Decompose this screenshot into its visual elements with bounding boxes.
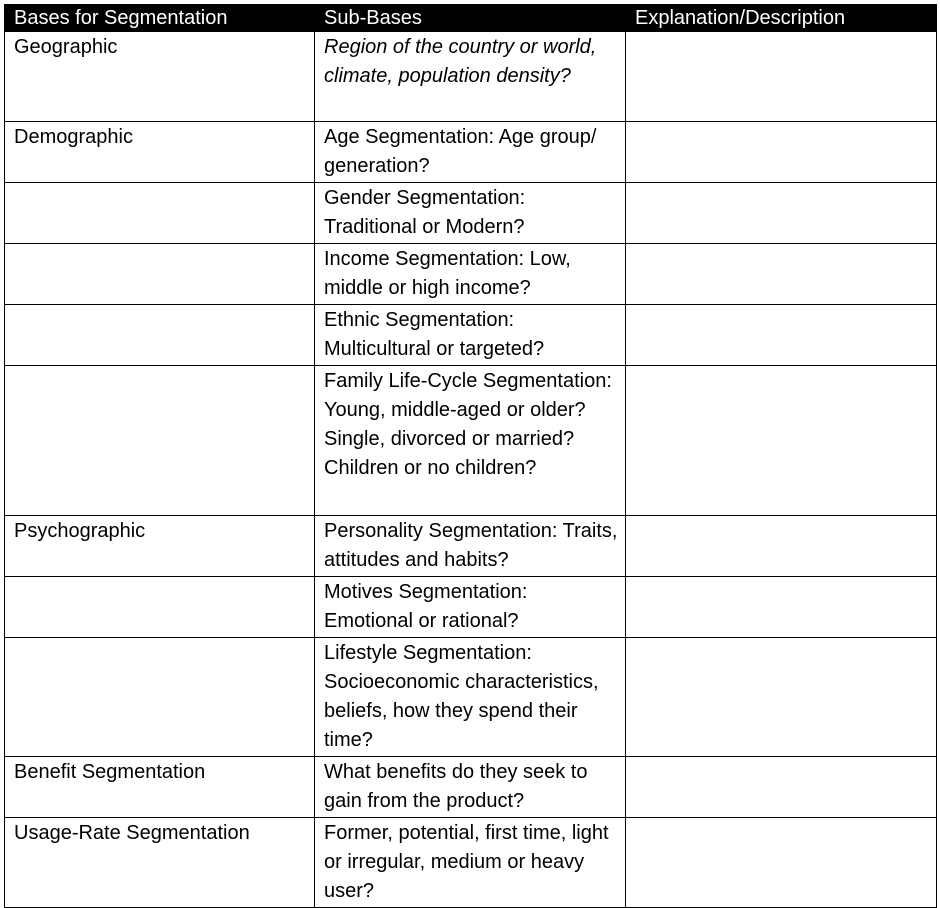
- table-header: [5, 5, 937, 32]
- explanation-cell: [626, 577, 937, 638]
- table-row: [5, 32, 937, 122]
- table-row: [5, 516, 937, 577]
- sub-base-cell: Age Segmentation: Age group/ generation?: [315, 122, 626, 183]
- table-row: [5, 818, 937, 908]
- explanation-cell: [626, 516, 937, 577]
- sub-base-cell: Motives Segmentation: Emotional or rational?: [315, 577, 626, 638]
- explanation-cell: [626, 818, 937, 908]
- table-row: [5, 638, 937, 757]
- header-sub-bases: Sub-Bases: [315, 5, 626, 32]
- explanation-cell: [626, 638, 937, 757]
- explanation-cell: [626, 183, 937, 244]
- sub-base-cell: Region of the country or world, climate, population density?: [315, 32, 626, 122]
- explanation-cell: [626, 244, 937, 305]
- base-cell: [5, 366, 315, 516]
- table-row: [5, 122, 937, 183]
- sub-base-cell: Personality Segmentation: Traits, attitudes and habits?: [315, 516, 626, 577]
- base-cell: [5, 638, 315, 757]
- sub-base-cell: Ethnic Segmentation: Multicultural or targeted?: [315, 305, 626, 366]
- base-cell: Geographic: [5, 32, 315, 122]
- base-cell: [5, 305, 315, 366]
- sub-base-cell: Income Segmentation: Low, middle or high income?: [315, 244, 626, 305]
- base-cell: Usage-Rate Segmentation: [5, 818, 315, 908]
- base-cell: [5, 577, 315, 638]
- table-row: [5, 757, 937, 818]
- explanation-cell: [626, 32, 937, 122]
- sub-base-cell: Lifestyle Segmentation: Socioeconomic characteristics, beliefs, how they spend their time?: [315, 638, 626, 757]
- header-row: [5, 5, 937, 32]
- sub-base-cell: What benefits do they seek to gain from the product?: [315, 757, 626, 818]
- base-cell: [5, 244, 315, 305]
- explanation-cell: [626, 305, 937, 366]
- base-cell: Benefit Segmentation: [5, 757, 315, 818]
- explanation-cell: [626, 757, 937, 818]
- sub-base-cell: Gender Segmentation: Traditional or Modern?: [315, 183, 626, 244]
- table-row: [5, 183, 937, 244]
- base-cell: [5, 183, 315, 244]
- base-cell: Psychographic: [5, 516, 315, 577]
- base-cell: Demographic: [5, 122, 315, 183]
- explanation-cell: [626, 122, 937, 183]
- table-row: [5, 305, 937, 366]
- sub-base-cell: Family Life-Cycle Segmentation: Young, middle-aged or older? Single, divorced or married? Children or no children?: [315, 366, 626, 516]
- table-row: [5, 577, 937, 638]
- segmentation-table: [4, 4, 937, 908]
- table-body: [5, 32, 937, 908]
- table-row: [5, 244, 937, 305]
- explanation-cell: [626, 366, 937, 516]
- header-bases: Bases for Segmentation: [5, 5, 315, 32]
- table-row: [5, 366, 937, 516]
- sub-base-cell: Former, potential, first time, light or irregular, medium or heavy user?: [315, 818, 626, 908]
- header-explanation: Explanation/Description: [626, 5, 937, 32]
